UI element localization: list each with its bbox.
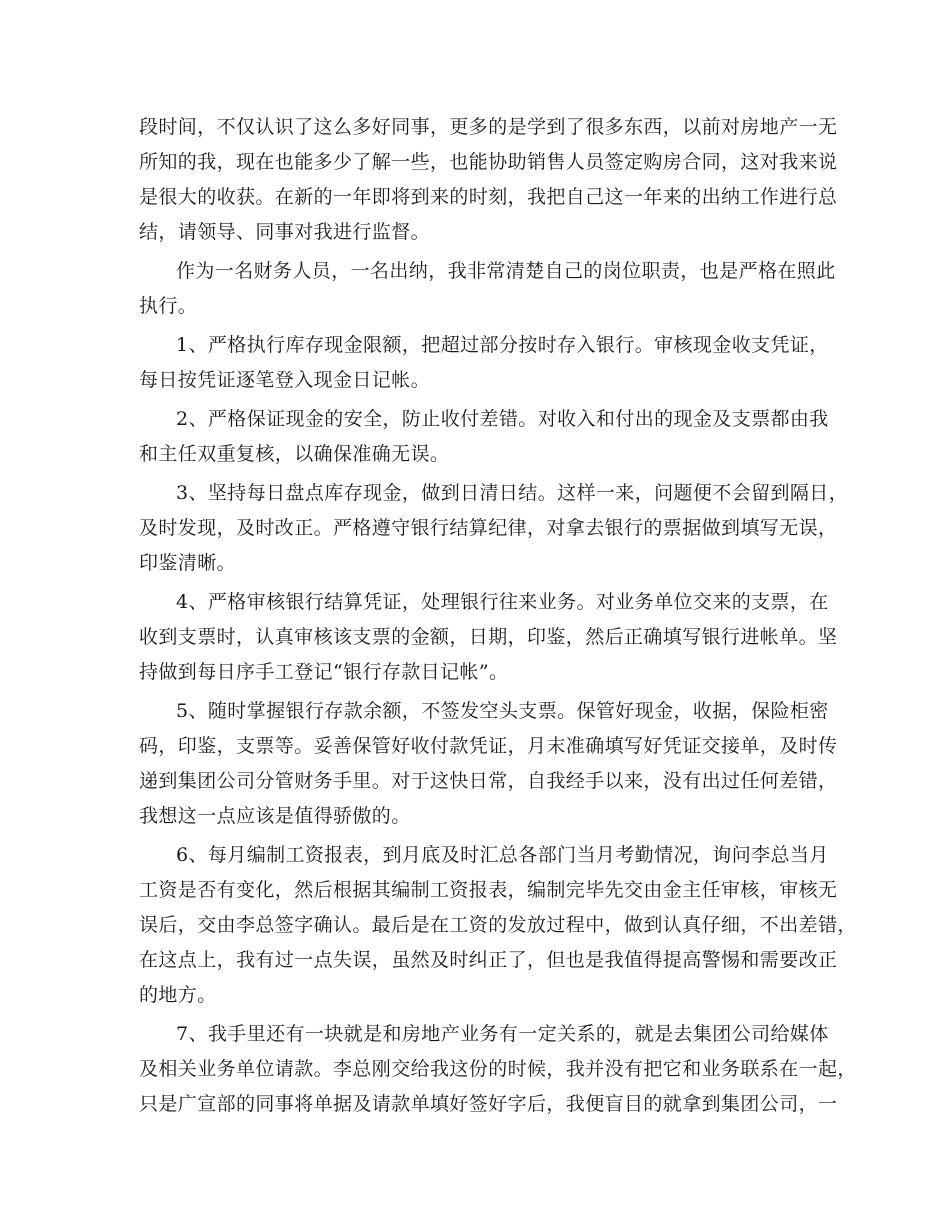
paragraph-item-1 — [139, 328, 829, 398]
text-line: 工资是否有变化，然后根据其编制工资报表，编制完毕先交由金主任审核，审核无 — [139, 879, 838, 901]
text-line: 2、严格保证现金的安全，防止收付差错。对收入和付出的现金及支票都由我 — [176, 408, 829, 430]
text-line: 印鉴清晰。 — [139, 552, 237, 574]
text-line: 只是广宣部的同事将单据及请款单填好签好字后，我便盲目的就拿到集团公司，一 — [139, 1093, 838, 1115]
text-line: 每日按凭证逐笔登入现金日记帐。 — [139, 369, 431, 391]
text-line: 收到支票时，认真审核该支票的金额，日期，印鉴，然后正确填写银行进帐单。坚 — [139, 626, 838, 648]
text-line: 及时发现，及时改正。严格遵守银行结算纪律，对拿去银行的票据做到填写无误， — [139, 517, 838, 539]
paragraph-item-4 — [139, 585, 838, 690]
text-line: 递到集团公司分管财务手里。对于这快日常，自我经手以来，没有出过任何差错， — [139, 770, 838, 792]
text-line: 1、严格执行库存现金限额，把超过部分按时存入银行。审核现金收支凭证， — [176, 334, 829, 356]
text-line: 6、每月编制工资报表，到月底及时汇总各部门当月考勤情况，询问李总当月 — [176, 844, 829, 866]
text-line: 在这点上，我有过一点失误，虽然及时纠正了，但也是我值得提高警惕和需要改正 — [139, 949, 838, 971]
text-line: 作为一名财务人员，一名出纳，我非常清楚自己的岗位职责，也是严格在照此 — [176, 260, 836, 282]
text-line: 码，印鉴，支票等。妥善保管好收付款凭证，月末准确填写好凭证交接单，及时传 — [139, 735, 838, 757]
text-line: 结，请领导、同事对我进行监督。 — [139, 221, 431, 243]
paragraph-item-2 — [139, 402, 829, 472]
document-body — [139, 110, 857, 1126]
text-line: 持做到每日序手工登记“银行存款日记帐”。 — [139, 661, 509, 683]
text-line: 误后，交由李总签字确认。最后是在工资的发放过程中，做到认真仔细，不出差错， — [139, 914, 857, 936]
text-line: 7、我手里还有一块就是和房地产业务有一定关系的，就是去集团公司给媒体 — [176, 1023, 829, 1045]
paragraph-item-6 — [139, 838, 857, 1013]
paragraph-item-5 — [139, 694, 838, 834]
paragraph-item-7 — [139, 1017, 857, 1122]
paragraph-responsibility — [139, 254, 836, 324]
text-line: 4、严格审核银行结算凭证，处理银行往来业务。对业务单位交来的支票，在 — [176, 591, 829, 613]
text-line: 和主任双重复核，以确保准确无误。 — [139, 443, 450, 465]
text-line: 段时间，不仅认识了这么多好同事，更多的是学到了很多东西，以前对房地产一无 — [139, 116, 838, 138]
text-line: 是很大的收获。在新的一年即将到来的时刻，我把自己这一年来的出纳工作进行总 — [139, 186, 838, 208]
paragraph-intro — [139, 110, 838, 250]
text-line: 我想这一点应该是值得骄傲的。 — [139, 805, 411, 827]
text-line: 3、坚持每日盘点库存现金，做到日清日结。这样一来，问题便不会留到隔日， — [176, 482, 849, 504]
text-line: 执行。 — [139, 295, 198, 317]
paragraph-item-3 — [139, 476, 849, 581]
text-line: 所知的我，现在也能多少了解一些，也能协助销售人员签定购房合同，这对我来说 — [139, 151, 838, 173]
text-line: 及相关业务单位请款。李总刚交给我这份的时候，我并没有把它和业务联系在一起， — [139, 1058, 857, 1080]
text-line: 5、随时掌握银行存款余额，不签发空头支票。保管好现金，收据，保险柜密 — [176, 700, 829, 722]
text-line: 的地方。 — [139, 984, 217, 1006]
